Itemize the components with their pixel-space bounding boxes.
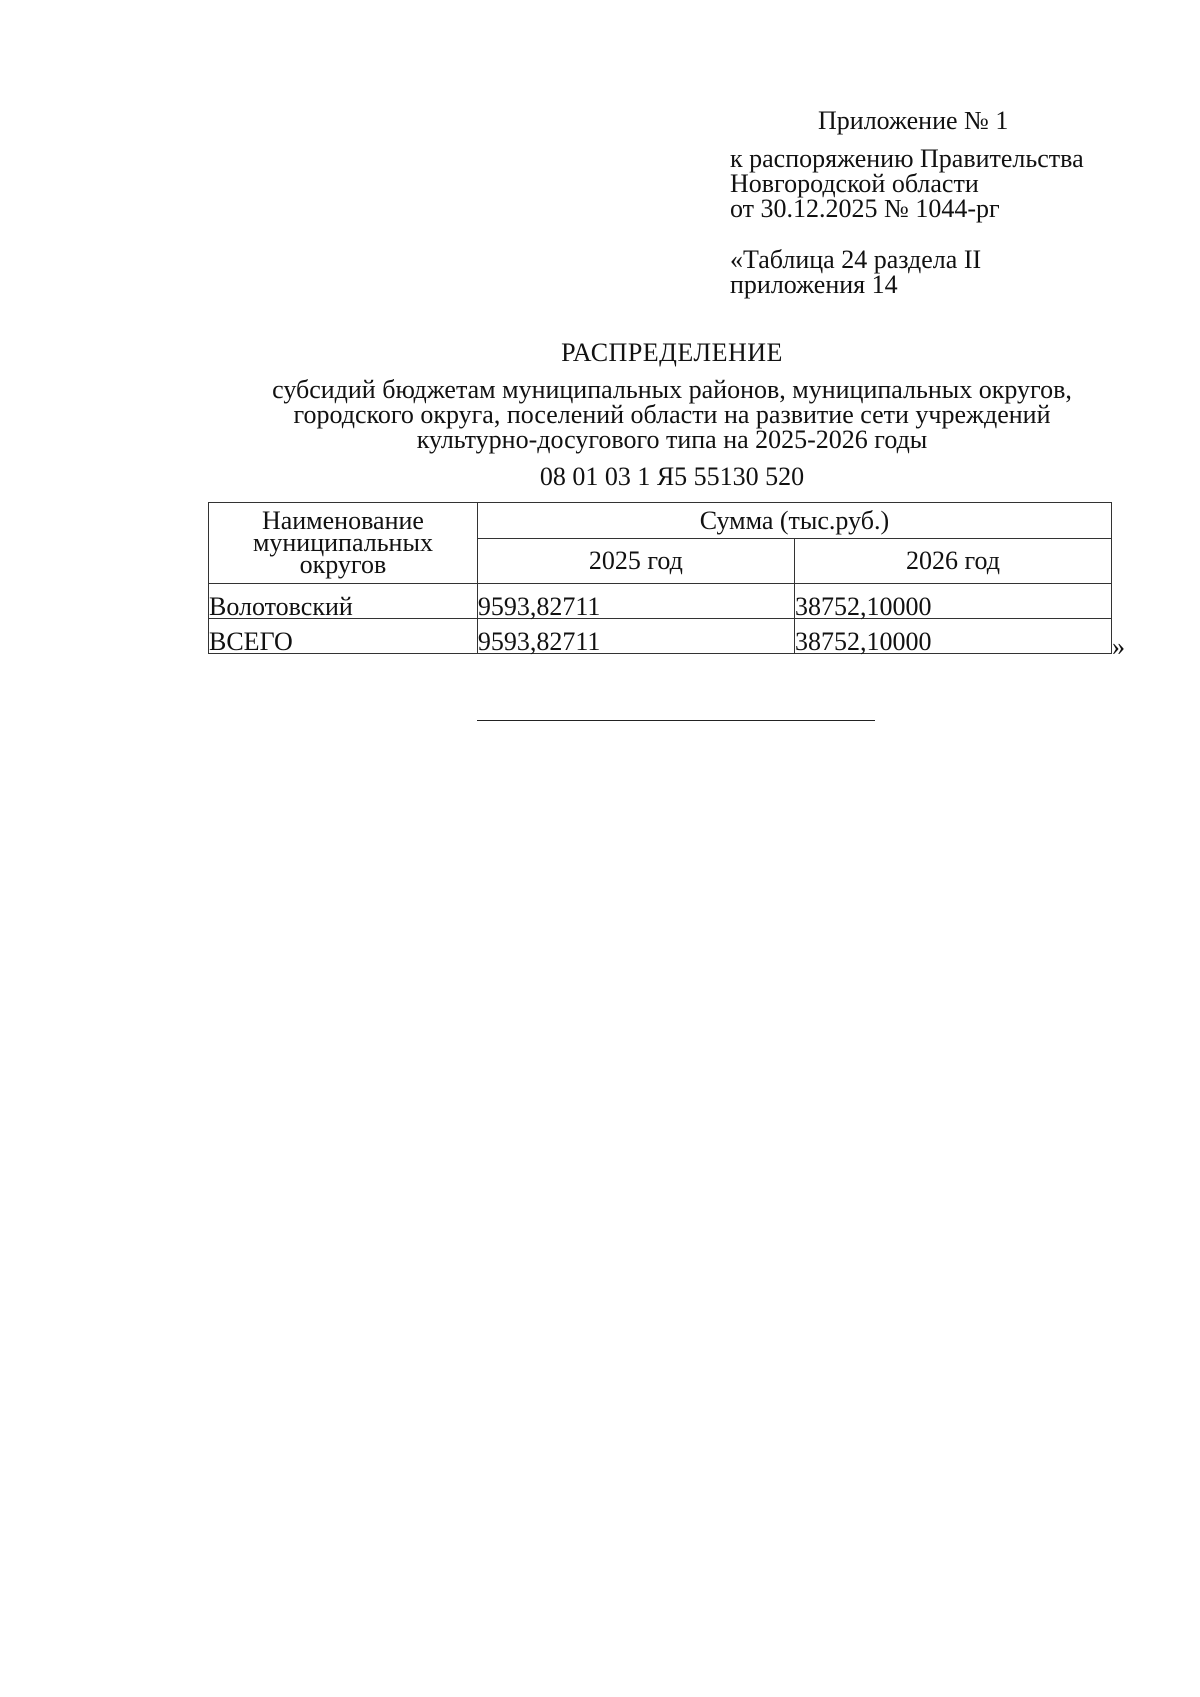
table-reference-line: приложения 14	[730, 270, 898, 299]
cell-2025: 9593,82711	[477, 619, 794, 654]
document-heading	[208, 340, 1136, 489]
appendix-block	[730, 108, 1170, 297]
spacer	[730, 221, 1170, 247]
cell-2025: 9593,82711	[477, 584, 794, 619]
appendix-line: от 30.12.2025 № 1044-рг	[730, 194, 1000, 223]
subtitle-line: городского округа, поселений области на развитие сети учреждений	[293, 400, 1051, 429]
budget-code: 08 01 03 1 Я5 55130 520	[539, 462, 805, 491]
distribution-table	[208, 502, 1112, 654]
appendix-line: Новгородской области	[730, 169, 979, 198]
closing-quote: »	[1112, 632, 1125, 661]
cell-2026: 38752,10000	[794, 619, 1111, 654]
column-header-name: Наименование муниципальных округов	[209, 503, 478, 584]
column-header-sum: Сумма (тыс.руб.)	[477, 503, 1111, 539]
appendix-line: к распоряжению Правительства	[730, 144, 1084, 173]
table-row	[209, 584, 1112, 619]
subtitle-line: субсидий бюджетам муниципальных районов, муниципальных округов,	[272, 375, 1072, 404]
subtitle-line: культурно-досугового типа на 2025-2026 годы	[416, 425, 928, 454]
column-header-2025: 2025 год	[477, 539, 794, 584]
end-divider-line	[477, 720, 875, 721]
cell-name: ВСЕГО	[209, 619, 478, 654]
cell-name: Волотовский	[209, 584, 478, 619]
document-title: РАСПРЕДЕЛЕНИЕ	[561, 338, 783, 367]
cell-2026: 38752,10000	[794, 584, 1111, 619]
appendix-title: Приложение № 1	[818, 106, 1009, 135]
table-header-row	[209, 503, 1112, 539]
column-header-2026: 2026 год	[794, 539, 1111, 584]
document-subtitle	[208, 377, 1136, 452]
table-reference-line: «Таблица 24 раздела II	[730, 245, 982, 274]
table-row-total	[209, 619, 1112, 654]
